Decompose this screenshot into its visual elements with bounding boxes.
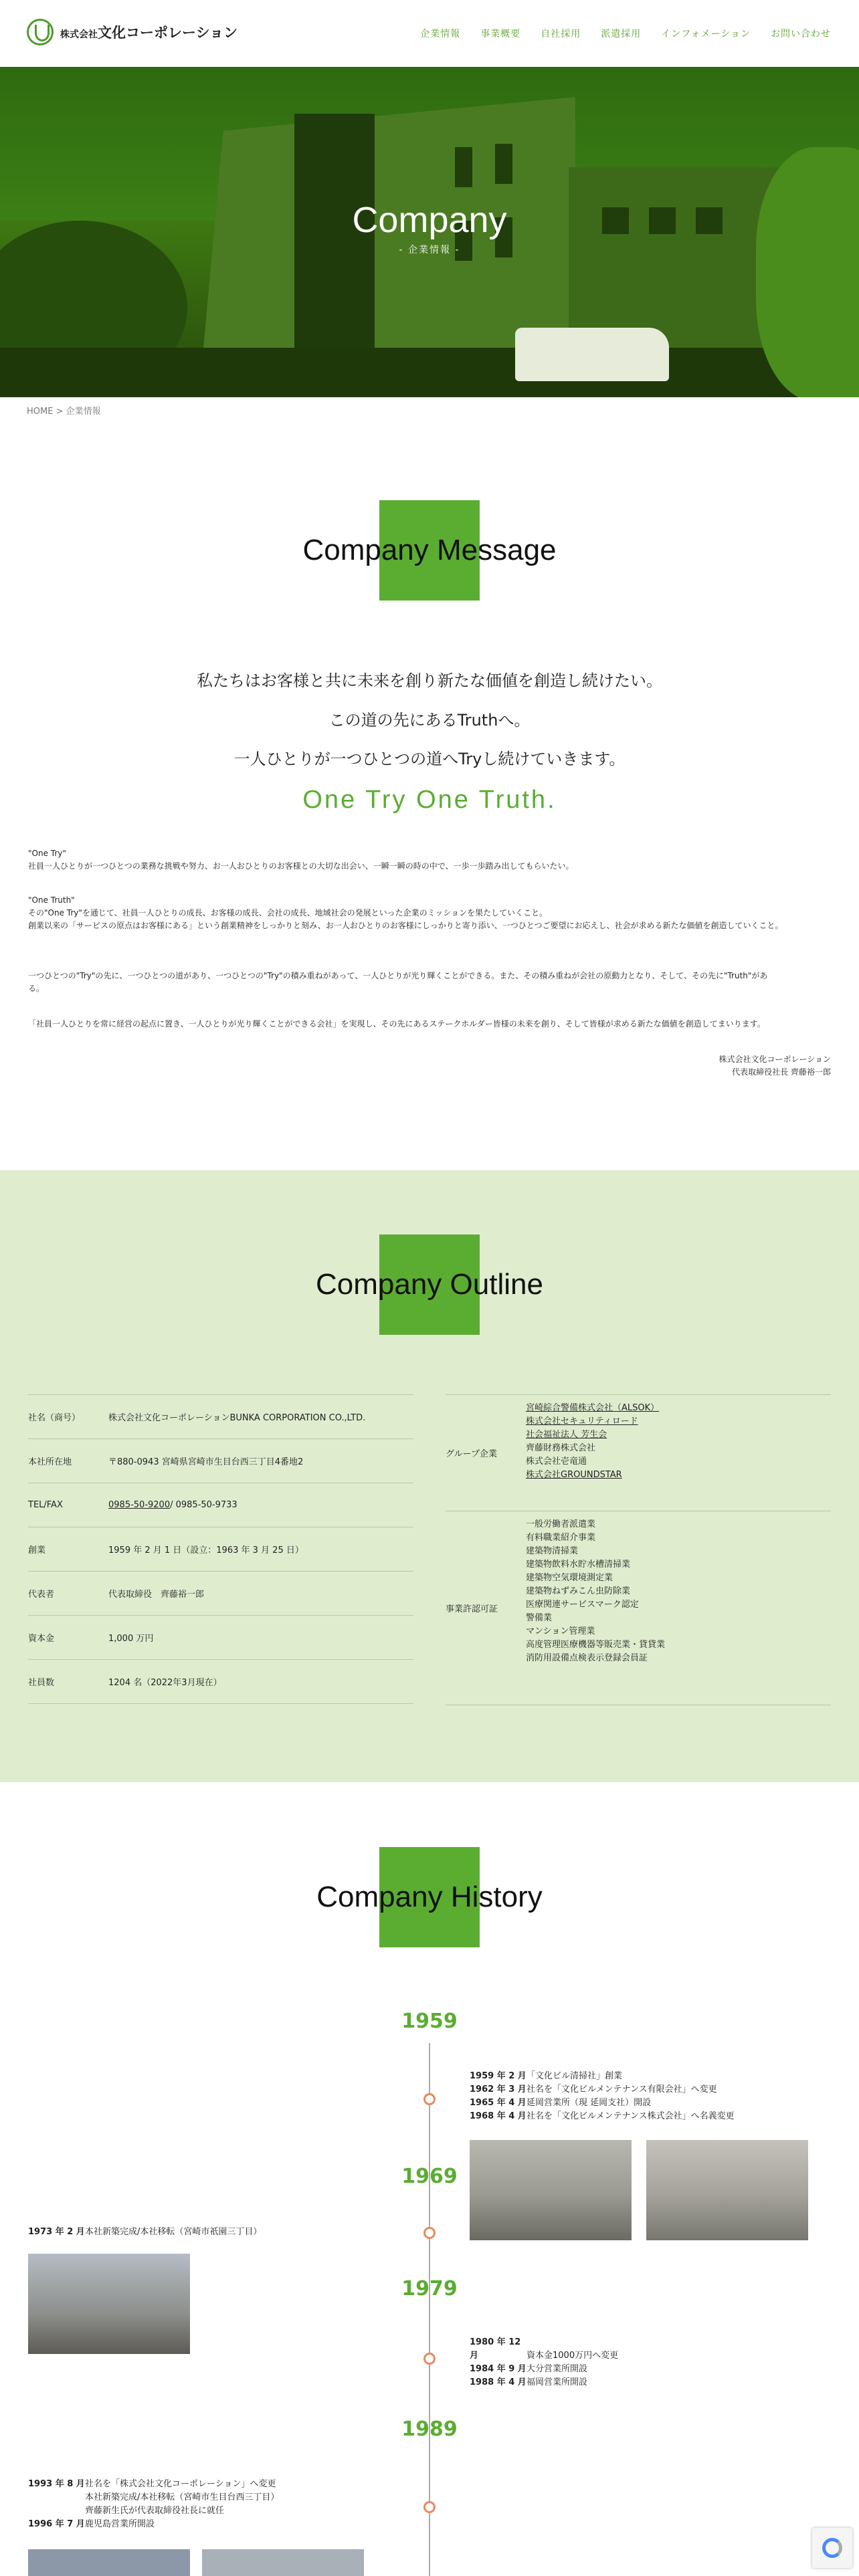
timeline-line [429, 2043, 430, 2576]
row-label: 資本金 [28, 1634, 55, 1644]
row-label: 社員数 [28, 1678, 55, 1688]
paragraph-heading: "One Truth" [28, 895, 75, 905]
row-label: 社名（商号） [28, 1413, 81, 1423]
global-nav [420, 27, 831, 40]
fax-number: / 0985-50-9733 [170, 1500, 237, 1510]
tel-link[interactable]: 0985-50-9200 [108, 1500, 171, 1510]
signature-company: 株式会社文化コーポレーション [719, 1055, 831, 1064]
row-label: 事業許認可証 [446, 1604, 498, 1614]
table-row [28, 1395, 413, 1439]
nav-business[interactable]: 事業概要 [480, 29, 521, 39]
table-row [28, 1616, 413, 1660]
row-label: グループ企業 [446, 1449, 497, 1459]
paragraph-body: 一つひとつの"Try"の先に、一つひとつの道があり、一つひとつの"Try"の積み重ねがあって、一人ひとりが光り輝くことができる。また、その積み重ねが会社の原動力となり、そして、その先に"Truth"があ [28, 971, 768, 980]
nav-dispatch-recruit[interactable]: 派遣採用 [601, 29, 642, 39]
timeline-year: 1959 [401, 2010, 458, 2033]
message-paragraph-one-truth [28, 894, 831, 932]
nav-recruit[interactable]: 自社採用 [541, 29, 581, 39]
nav-information[interactable]: インフォメーション [661, 29, 751, 39]
event-row: 本社新築完成/本社移転（宮崎市生目台西三丁目） [85, 2492, 280, 2502]
message-paragraph-one-try [28, 847, 831, 873]
history-photo [28, 2254, 190, 2354]
timeline-dot [423, 2501, 436, 2513]
row-label: TEL/FAX [28, 1500, 63, 1510]
site-logo[interactable] [27, 19, 237, 45]
timeline-dot [423, 2093, 436, 2105]
license-item: 建築物空気環境測定業 [526, 1573, 613, 1583]
license-item: 建築物ねずみこん虫防除業 [526, 1586, 631, 1596]
group-link-groundstar[interactable]: 株式会社GROUNDSTAR [526, 1470, 622, 1480]
row-value: 1959 年 2 月 1 日（設立：1963 年 3 月 25 日） [108, 1545, 304, 1555]
event-row: 1968 年 4 月社名を「文化ビルメンテナンス株式会社」へ名義変更 [470, 2111, 735, 2121]
message-line: 一人ひとりが一つひとつの道へTryし続けていきます。 [233, 750, 626, 768]
event-row: 1980 年 12 月 資本金1000万円へ変更 [470, 2337, 619, 2361]
hero-ground [0, 348, 859, 397]
row-value: 代表取締役 齊藤裕一郎 [108, 1590, 205, 1600]
table-row [446, 1395, 831, 1511]
timeline-year: 1969 [401, 2165, 458, 2188]
row-label: 創業 [28, 1545, 46, 1555]
hero-tree-right [756, 147, 859, 397]
hero-title: Company [352, 200, 507, 240]
timeline-year: 1989 [401, 2418, 458, 2441]
license-item: 建築物飲料水貯水槽清掃業 [526, 1560, 631, 1570]
license-item: 一般労働者派遣業 [526, 1519, 596, 1529]
history-photo [202, 2549, 364, 2576]
message-title: Company Message [302, 534, 557, 566]
license-item: 建築物清掃業 [526, 1546, 579, 1556]
group-link-houseikai[interactable]: 社会福祉法人 芳生会 [526, 1430, 607, 1440]
timeline-dot [423, 2353, 436, 2365]
table-row [28, 1527, 413, 1572]
message-slogan: One Try One Truth. [302, 786, 557, 814]
table-row [28, 1439, 413, 1483]
history-photo [646, 2140, 808, 2240]
license-item: 高度管理医療機器等販売業・貸貸業 [526, 1640, 666, 1650]
hero-window [495, 144, 512, 184]
group-item: 株式会社壱竜通 [526, 1457, 587, 1467]
message-paragraph-try-truth [28, 970, 831, 995]
history-photo [470, 2140, 632, 2240]
outline-table-right [446, 1394, 831, 1705]
hero-window [455, 147, 472, 187]
row-value [108, 1483, 237, 1527]
message-signature [719, 1053, 831, 1079]
table-row [446, 1511, 831, 1705]
license-list [526, 1511, 665, 1705]
logo-text: 株式会社文化コーポレーション [60, 25, 238, 41]
event-row: 1984 年 9 月大分営業所開設 [470, 2364, 588, 2374]
event-row: 齊藤新生氏が代表取締役社長に就任 [85, 2506, 225, 2516]
hero-van [515, 328, 669, 381]
breadcrumb[interactable]: HOME > 企業情報 [27, 407, 101, 417]
recaptcha-icon [822, 2538, 842, 2558]
license-item: 有料職業紹介事業 [526, 1533, 596, 1543]
message-section-title [0, 500, 859, 601]
message-line: この道の先にあるTruthへ。 [328, 711, 531, 730]
group-link-security-road[interactable]: 株式会社セキュリティロード [526, 1416, 638, 1426]
event-row: 1993 年 8 月社名を「株式会社文化コーポレーション」へ変更 [28, 2479, 276, 2489]
site-header [0, 0, 859, 67]
row-value: 株式会社文化コーポレーションBUNKA CORPORATION CO.,LTD. [108, 1413, 366, 1423]
group-link-alsok[interactable]: 宮崎綜合警備株式会社（ALSOK） [526, 1403, 660, 1413]
event-row: 1988 年 4 月福岡営業所開設 [470, 2377, 588, 2387]
row-label: 代表者 [28, 1590, 55, 1600]
history-title: Company History [316, 1881, 543, 1913]
event-row: 1962 年 3 月社名を「文化ビルメンテナンス有限会社」へ変更 [470, 2084, 717, 2095]
group-company-list [526, 1395, 659, 1511]
row-label: 本社所在地 [28, 1457, 72, 1467]
paragraph-body: 創業以来の「サービスの原点はお客様にある」という創業精神をしっかりと刻み、お一人おひとりのお客様にしっかりと寄り添い、一つひとつご要望にお応えし、社会が求める新たな価値を創造していくこと。 [28, 921, 783, 930]
timeline-events-1979 [470, 2336, 618, 2389]
paragraph-heading: "One Try" [28, 849, 66, 858]
table-row [28, 1483, 413, 1527]
paragraph-body: る。 [28, 984, 45, 993]
recaptcha-badge[interactable] [812, 2528, 852, 2568]
event-row: 1965 年 4 月延岡営業所（現 延岡支社）開設 [470, 2098, 652, 2108]
event-row: 1996 年 7 月鹿児島営業所開設 [28, 2519, 155, 2529]
message-paragraph-mission [28, 1018, 831, 1031]
event-row: 1959 年 2 月「文化ビル清掃社」創業 [470, 2071, 623, 2081]
nav-contact[interactable]: お問い合わせ [771, 29, 831, 39]
outline-title: Company Outline [316, 1268, 543, 1301]
timeline-events-1959 [470, 2070, 735, 2123]
license-item: マンション管理業 [526, 1626, 595, 1636]
timeline-dot [423, 2227, 436, 2239]
table-row [28, 1660, 413, 1704]
license-item: 消防用設備点検表示登録会員証 [526, 1653, 648, 1663]
timeline-year: 1979 [401, 2277, 458, 2300]
event-row: 1973 年 2 月本社新築完成/本社移転（宮崎市祇園三丁目） [28, 2227, 262, 2237]
timeline-events-1989 [28, 2478, 279, 2531]
nav-company[interactable]: 企業情報 [420, 29, 461, 39]
hero-banner [0, 67, 859, 397]
history-section-title [0, 1847, 859, 1947]
group-item: 齊藤財務株式会社 [526, 1443, 596, 1453]
row-value: 1,000 万円 [108, 1634, 154, 1644]
license-item: 警備業 [526, 1613, 553, 1623]
row-value: 〒880-0943 宮崎県宮崎市生目台西三丁目4番地2 [108, 1457, 304, 1467]
hero-subtitle: - 企業情報 - [399, 245, 460, 255]
signature-president: 代表取締役社長 齊藤裕一郎 [732, 1067, 831, 1077]
paragraph-body: その"One Try"を通じて、社員一人ひとりの成長、お客様の成長、会社の成長、地域社会の発展といった企業のミッションを果たしていくこと。 [28, 908, 548, 918]
message-line: 私たちはお客様と共に未来を創り新たな価値を創造し続けたい。 [197, 671, 662, 690]
paragraph-body: 「社員一人ひとりを常に経営の起点に置き、一人ひとりが光り輝くことができる会社」を実現し、その先にあるステークホルダー皆様の未来を創り、そして皆様が求める新たな価値を創造してまいります。 [28, 1019, 765, 1029]
timeline-events-1969 [28, 2226, 262, 2239]
table-row [28, 1572, 413, 1616]
logo-mark-icon [27, 19, 54, 45]
paragraph-body: 社員一人ひとりが一つひとつの業務な挑戦や努力、お一人おひとりのお客様との大切な出会い、一瞬一瞬の時の中で、一歩一歩踏み出してもらいたい。 [28, 861, 574, 871]
outline-table-left [28, 1394, 413, 1704]
history-photo [28, 2549, 190, 2576]
row-value: 1204 名（2022年3月現在） [108, 1678, 222, 1688]
license-item: 医療関連サービスマーク認定 [526, 1600, 639, 1610]
outline-section-title [0, 1235, 859, 1335]
